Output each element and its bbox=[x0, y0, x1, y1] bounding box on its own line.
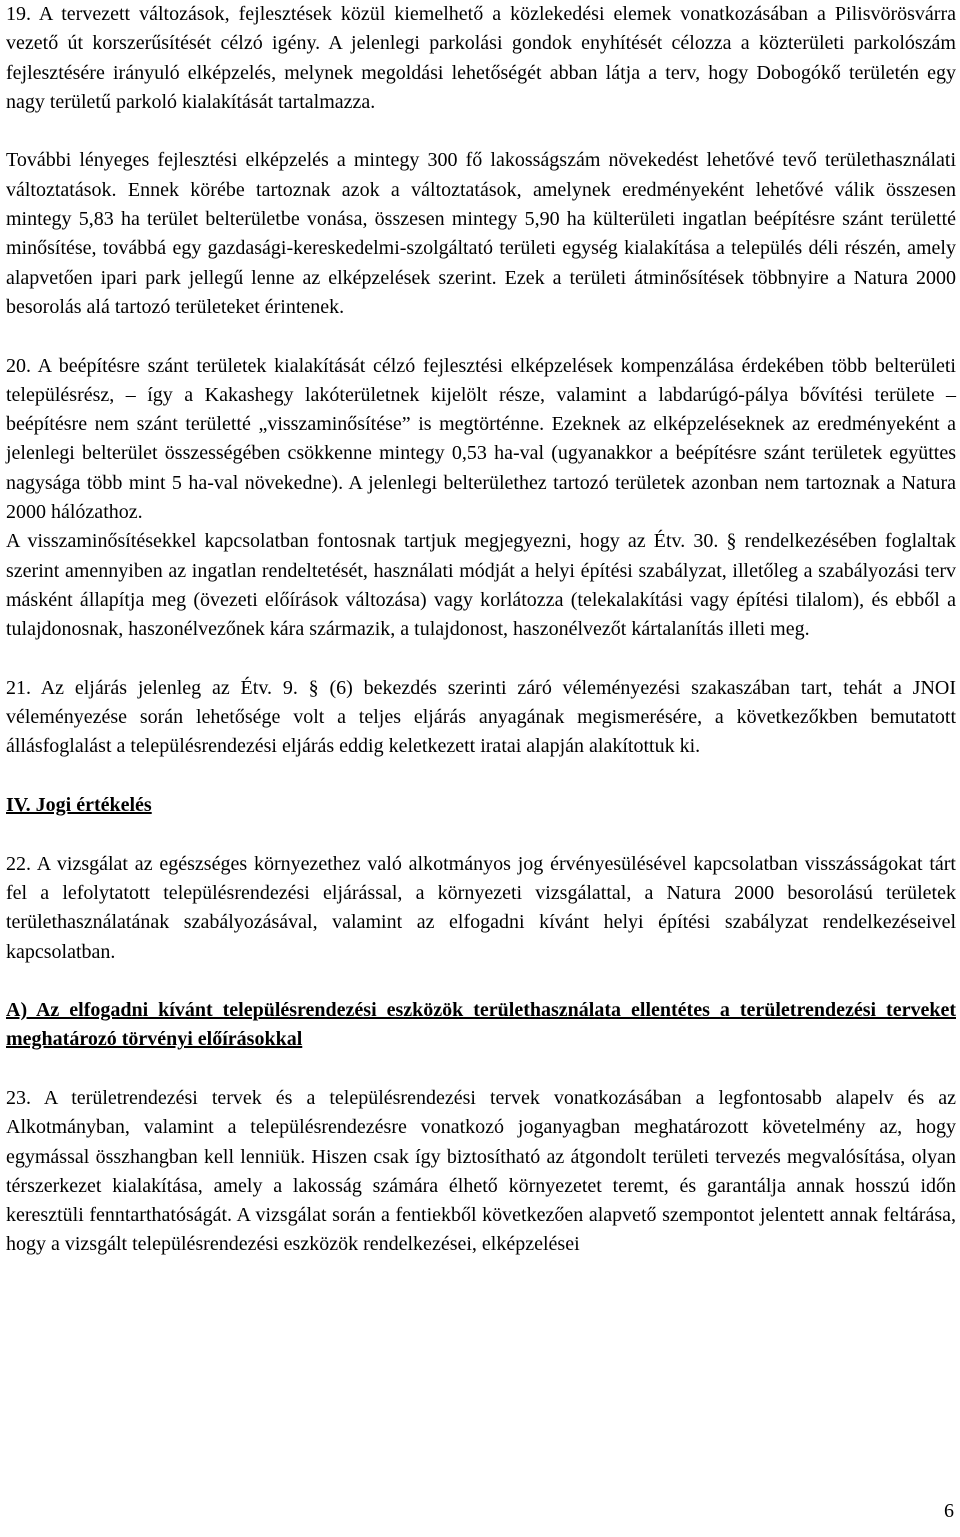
paragraph-20: 20. A beépítésre szánt területek kialakítását célzó fejlesztési elképzelések kompenzálása érdekében több belterületi településrész, – így a Kakashegy lakóterületnek kijelölt része, valamint a labdarúgó-pálya bővítési területe – beépítésre nem szánt területté „visszaminősítése” is megtörténne. Ezeknek az elképzeléseknek az eredményeként a jelenlegi belterület összességében csökkenne mintegy 0,53 ha-val (ugyanakkor a beépítésre szánt területek együttes nagysága több mint 5 ha-val növekedne). A jelenlegi belterülethez tartozó területek azonban nem tartoznak a Natura 2000 hálózathoz. bbox=[6, 354, 956, 524]
section-heading-iv: IV. Jogi értékelés bbox=[6, 794, 152, 817]
spacer bbox=[6, 762, 956, 791]
paragraph-19-continued: További lényeges fejlesztési elképzelés a mintegy 300 fő lakosságszám növekedést lehetővé tevő területhasználati változtatások. Ennek körébe tartoznak azok a változtatások, amelynek eredményeként lehetővé válik összesen mintegy 5,83 ha terület belterületbe vonása, összesen mintegy 5,90 ha külterületi ingatlan beépítésre szánt területté minősítése, továbbá egy gazdasági-kereskedelmi-szolgáltató területi egység kialakítása a település déli részén, amely alapvetően ipari park jellegű lenne az elképzelések szerint. Ezek a területi átminősítések többnyire a Natura 2000 besorolás alá tartozó területeket érintenek. bbox=[6, 149, 956, 318]
subsection-heading-a: A) Az elfogadni kívánt településrendezési eszközök területhasználata ellentétes a területrendezési terveket meghatározó törvényi előírásokkal bbox=[6, 999, 956, 1051]
document-page bbox=[6, 0, 956, 1260]
paragraph-19: 19. A tervezett változások, fejlesztések közül kiemelhető a közlekedési elemek vonatkozásában a Pilisvörösvárra vezető út korszerűsítését célzó igény. A jelenlegi parkolási gondok enyhítését célozza a közterületi parkolószám fejlesztésére irányuló elképzelés, melynek megoldási lehetőségét abban látja a terv, hogy Dobogókő területén egy nagy területű parkoló kialakítását tartalmazza. bbox=[6, 3, 956, 113]
spacer bbox=[6, 1055, 956, 1084]
spacer bbox=[6, 322, 956, 351]
paragraph-20-continued: A visszaminősítésekkel kapcsolatban fontosnak tartjuk megjegyezni, hogy az Étv. 30. § rendelkezésében foglaltak szerint amennyiben az ingatlan rendeltetését, használati módját a helyi építési szabályzat, illetőleg a szabályozási terv másként állapítja meg (övezeti előírások változása) vagy korlátozza (telekalakítási vagy építési tilalom), és ebből a tulajdonosnak, haszonélvezőnek kára származik, a tulajdonost, haszonélvezőt kártalanítás illeti meg. bbox=[6, 530, 956, 641]
spacer bbox=[6, 820, 956, 849]
paragraph-23: 23. A területrendezési tervek és a településrendezési tervek vonatkozásában a legfontosabb alapelv és az Alkotmányban, valamint a településrendezésre vonatkozó joganyagban meghatározott követelmény az, hogy egymással összhangban kell lenniük. Hiszen csak így biztosítható az átgondolt területi tervezés megvalósítása, olyan térszerkezet kialakítása, amely a lakosság számára élhető környezetet teremt, és garantálja annak hosszú időn keresztüli fenntarthatóságát. A vizsgálat során a fentiekből következően alapvető szempontot jelentett annak feltárása, hogy a vizsgált településrendezési eszközök rendelkezései, elképzelései bbox=[6, 1086, 956, 1256]
paragraph-22: 22. A vizsgálat az egészséges környezethez való alkotmányos jog érvényesülésével kapcsolatban visszásságokat tárt fel a lefolytatott településrendezési eljárással, a környezeti vizsgálattal, a Natura 2000 besorolású területek területhasználatának szabályozásával, valamint az elfogadni kívánt helyi építési szabályzat rendelkezéseivel kapcsolatban. bbox=[6, 852, 956, 963]
spacer bbox=[6, 117, 956, 146]
paragraph-21: 21. Az eljárás jelenleg az Étv. 9. § (6) bekezdés szerinti záró véleményezési szakaszában tart, tehát a JNOI véleményezése során lehetősége volt a teljes eljárás anyagának megismerésére, a következőkben bemutatott állásfoglalást a településrendezési eljárás eddig keletkezett iratai alapján alakítottuk ki. bbox=[6, 676, 956, 758]
page-number: 6 bbox=[944, 1500, 954, 1522]
spacer bbox=[6, 645, 956, 674]
spacer bbox=[6, 967, 956, 996]
